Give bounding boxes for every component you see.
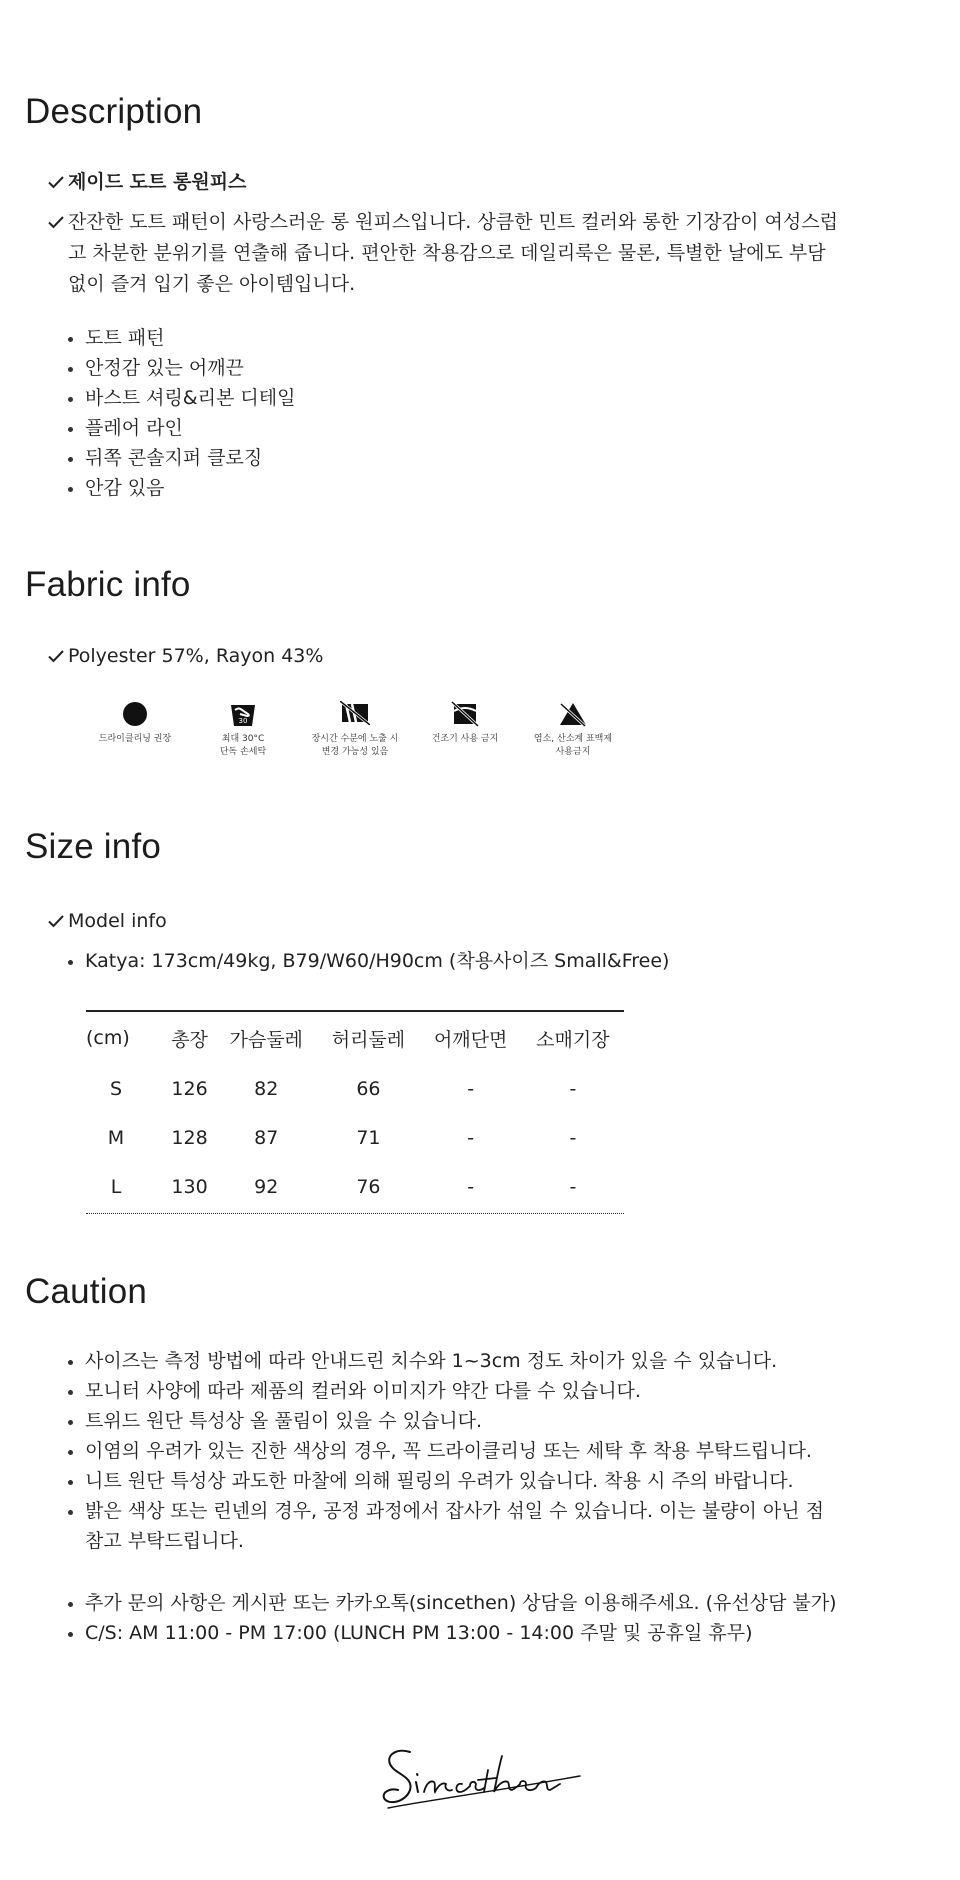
product-name: 제이드 도트 롱원피스 [68,171,247,193]
table-cell: 87 [254,1126,279,1149]
table-cell: 126 [171,1077,208,1100]
care-label: 최대 30°C 단독 손세탁 [219,734,267,757]
description-heading: Description [25,92,203,131]
caution-item: 니트 원단 특성상 과도한 마찰에 의해 필링의 우려가 있습니다. 착용 시 주의 바랍니다. [65,1466,825,1496]
column-header: (cm) [86,1027,130,1049]
caution-item: 트위드 원단 특성상 올 풀림이 있을 수 있습니다. [65,1406,825,1436]
table-cell: 71 [356,1126,381,1149]
model-detail: Katya: 173cm/49kg, B79/W60/H90cm (착용사이즈 Small&Free) [65,946,669,976]
fabric-composition-row [48,641,848,672]
size-table [86,1010,624,1214]
column-header: 어깨단면 [433,1028,508,1051]
feature-list [65,323,295,503]
feature-item: 바스트 셔링&리본 디테일 [65,383,295,413]
checkmark-icon [48,641,68,672]
care-label: 건조기 사용 금지 [431,734,499,744]
svg-text:30: 30 [238,717,248,725]
checkmark-icon [48,906,68,937]
model-info-title: Model info [68,910,167,932]
table-row [86,1064,624,1113]
table-row [86,1113,624,1162]
caution-item: 사이즈는 측정 방법에 따라 안내드린 치수와 1~3cm 정도 차이가 있을 수 있습니다. [65,1346,825,1376]
column-header: 허리둘레 [331,1028,406,1051]
brand-logo-signature [380,1740,590,1820]
table-cell: L [110,1175,122,1198]
checkmark-icon [48,207,68,238]
no-long-soak-icon [300,697,410,731]
size-table-header [86,1012,624,1064]
brand-logo [380,1740,590,1820]
table-row [86,1162,624,1211]
table-bottom-divider [86,1213,624,1214]
table-cell: 130 [171,1175,208,1198]
size-heading: Size info [25,827,162,866]
caution-item: 밝은 색상 또는 린넨의 경우, 공정 과정에서 잡사가 섞일 수 있습니다. 이는 불량이 아닌 점 참고 부탁드립니다. [65,1496,825,1556]
contact-item: 추가 문의 사항은 게시판 또는 카카오톡(sincethen) 상담을 이용해주세요. (유선상담 불가) [65,1588,865,1618]
table-cell: 128 [171,1126,208,1149]
product-summary: 잔잔한 도트 패턴이 사랑스러운 롱 원피스입니다. 상큼한 민트 컬러와 롱한 기장감이 여성스럽고 차분한 분위기를 연출해 줍니다. 편안한 착용감으로 데일리룩은 물론, 특별한 날에도 부담 없이 즐겨 입기 좋은 아이템입니다. [68,211,838,295]
table-cell: M [107,1126,125,1149]
contact-list [65,1588,865,1648]
table-cell: - [569,1077,577,1100]
table-cell: - [467,1077,475,1100]
dry-clean-icon [80,697,190,731]
no-tumble-dry-icon [410,697,520,731]
table-cell: 82 [254,1077,279,1100]
fabric-heading: Fabric info [25,565,191,604]
product-name-row [48,167,848,198]
care-item-hand-wash [188,697,298,759]
table-cell: - [467,1175,475,1198]
caution-list [65,1346,825,1556]
table-cell: - [467,1126,475,1149]
no-bleach-icon [518,697,628,731]
column-header: 총장 [171,1028,208,1051]
feature-item: 도트 패턴 [65,323,295,353]
feature-item: 뒤쪽 콘솔지퍼 클로징 [65,443,295,473]
table-cell: S [109,1077,123,1100]
column-header: 소매기장 [536,1028,610,1051]
table-cell: - [569,1126,577,1149]
table-cell: 92 [254,1175,279,1198]
feature-item: 안정감 있는 어깨끈 [65,353,295,383]
model-info-row [48,906,848,937]
table-cell: - [569,1175,577,1198]
checkmark-icon [48,167,68,198]
care-item-dry-clean [80,697,190,746]
caution-item: 이염의 우려가 있는 진한 색상의 경우, 꼭 드라이클리닝 또는 세탁 후 착용 부탁드립니다. [65,1436,825,1466]
care-instructions [80,697,640,767]
feature-item: 플레어 라인 [65,413,295,443]
contact-item: C/S: AM 11:00 - PM 17:00 (LUNCH PM 13:00 - 14:00 주말 및 공휴일 휴무) [65,1618,865,1648]
table-cell: 76 [356,1175,381,1198]
caution-item: 모니터 사양에 따라 제품의 컬러와 이미지가 약간 다를 수 있습니다. [65,1376,825,1406]
care-label: 장시간 수분에 노출 시 변경 가능성 있음 [311,734,399,757]
fabric-composition: Polyester 57%, Rayon 43% [68,645,324,667]
column-header: 가슴둘레 [229,1028,303,1051]
table-cell: 66 [356,1077,381,1100]
care-label: 염소, 산소계 표백제 사용금지 [533,734,613,757]
caution-heading: Caution [25,1272,148,1311]
care-item-no-tumble-dry [410,697,520,746]
feature-item: 안감 있음 [65,473,295,503]
care-item-no-bleach [518,697,628,759]
hand-wash-icon [188,697,298,731]
care-label: 드라이클리닝 권장 [98,734,172,744]
product-summary-row [48,207,838,300]
model-info-list [65,946,669,976]
care-item-no-long-soak [300,697,410,759]
